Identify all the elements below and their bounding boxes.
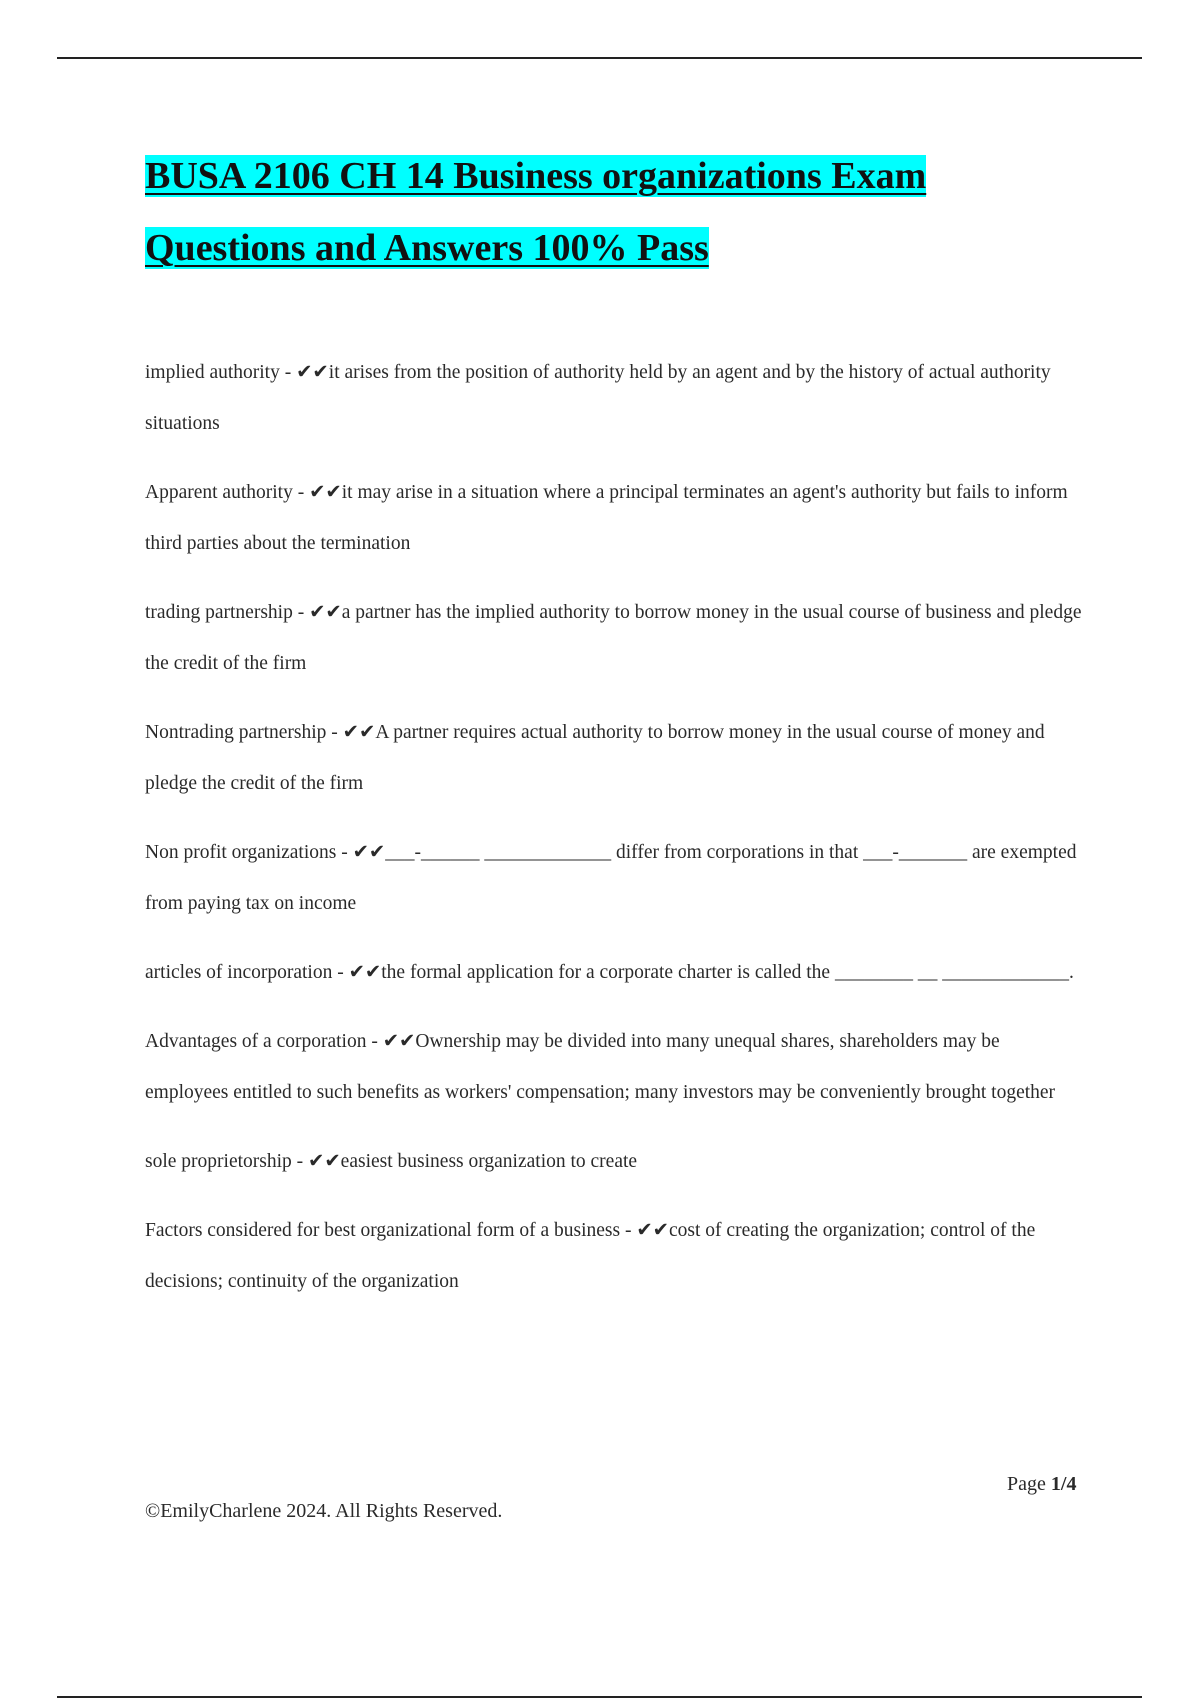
qa-item: trading partnership - ✔✔a partner has the implied authority to borrow money in the usual course of business and pledge the credit of the firm	[145, 602, 1082, 674]
bottom-divider	[57, 1696, 1142, 1698]
qa-item: implied authority - ✔✔it arises from the position of authority held by an agent and by the history of actual authority situations	[145, 362, 1051, 434]
qa-item: articles of incorporation - ✔✔the formal application for a corporate charter is called the ________ __ _____________.	[145, 962, 1074, 983]
page-label: Page	[1007, 1473, 1051, 1495]
qa-item: Advantages of a corporation - ✔✔Ownership may be divided into many unequal shares, shareholders may be employees entitled to such benefits as workers' compensation; many investors may be conveniently brought together	[145, 1031, 1056, 1103]
qa-list	[145, 347, 1085, 1325]
page-separator: /	[1060, 1473, 1067, 1495]
page-current: 1	[1050, 1473, 1061, 1495]
qa-item: Non profit organizations - ✔✔___-______ _____________ differ from corporations in that ___-_______ are exempted from paying tax on income	[145, 842, 1077, 914]
qa-item: Factors considered for best organizational form of a business - ✔✔cost of creating the organization; control of the decisions; continuity of the organization	[145, 1220, 1036, 1292]
qa-item: sole proprietorship - ✔✔easiest business organization to create	[145, 1151, 638, 1172]
copyright-notice: ©EmilyCharlene 2024. All Rights Reserved.	[145, 1500, 503, 1522]
page-total: 4	[1066, 1473, 1077, 1495]
document-title-text: BUSA 2106 CH 14 Business organizations Exam Questions and Answers 100% Pass	[145, 155, 927, 269]
page-number	[1007, 1473, 1076, 1496]
qa-item: Nontrading partnership - ✔✔A partner requires actual authority to borrow money in the usual course of money and pledge the credit of the firm	[145, 722, 1045, 794]
document-title	[145, 140, 1065, 284]
qa-item: Apparent authority - ✔✔it may arise in a situation where a principal terminates an agent's authority but fails to inform third parties about the termination	[145, 482, 1068, 554]
top-divider	[57, 57, 1142, 59]
